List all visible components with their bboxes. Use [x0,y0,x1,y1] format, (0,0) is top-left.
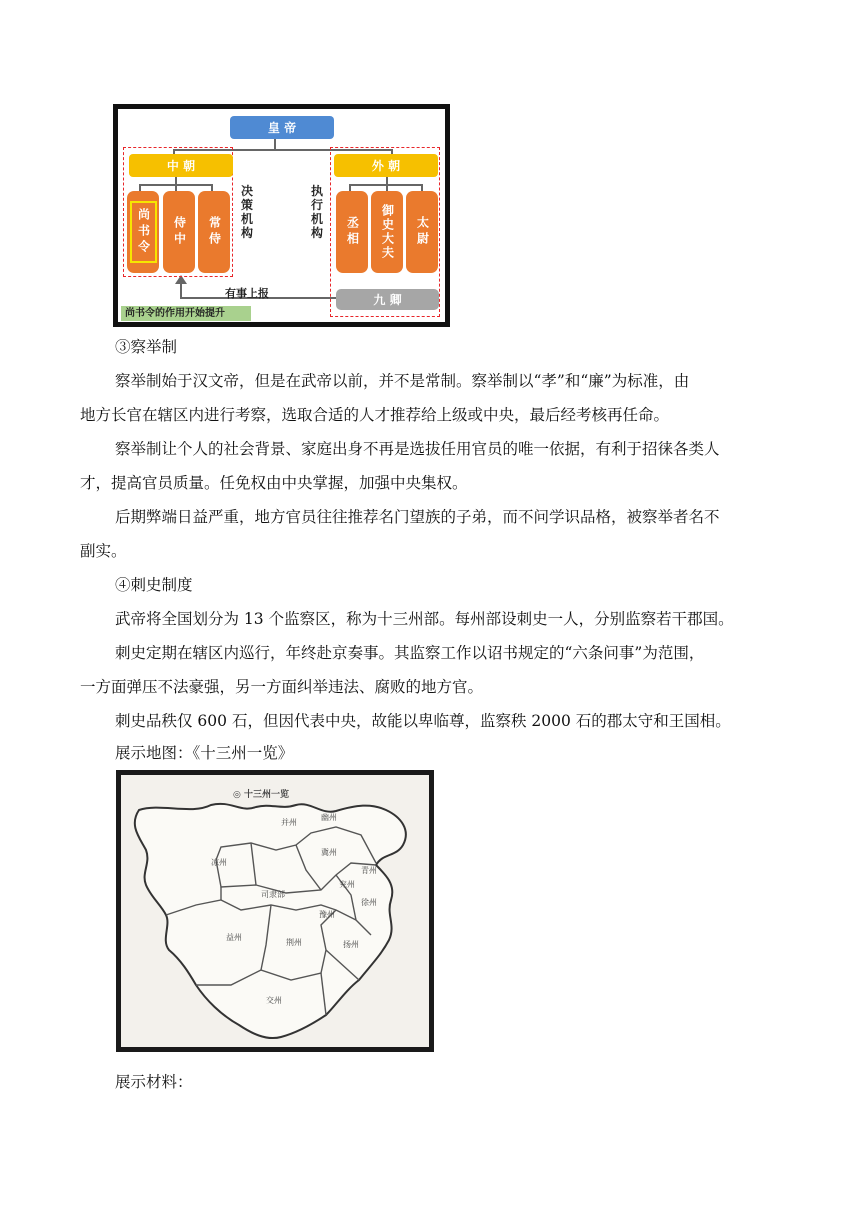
map-caption: 展示地图：《十三州一览》 [115,744,294,762]
paragraph-line: 后期弊端日益严重，地方官员往往推荐名门望族的子弟，而不问学识品格，被察举者名不 [115,508,720,526]
emperor-box: 皇 帝 [230,116,334,139]
decision-body-label: 决策机构 [240,184,253,240]
heading-cishi: ④刺史制度 [115,576,193,594]
shangshuling-box [127,191,159,273]
province-label: 司隶部 [261,890,285,899]
shizhong-box: 侍中 [163,191,195,273]
province-label: 幽州 [321,813,337,822]
province-label: 扬州 [343,940,359,949]
inner-court-box: 中 朝 [129,154,233,177]
paragraph-line: 才，提高官员质量。任免权由中央掌握，加强中央集权。 [80,474,468,492]
changshi-box: 常侍 [198,191,230,273]
execution-body-label: 执行机构 [310,184,323,240]
province-label: 豫州 [319,910,335,919]
paragraph-line: 刺史定期在辖区内巡行，年终赴京奏事。其监察工作以诏书规定的“六条问事”为范围， [115,644,705,662]
province-label: 兖州 [339,880,355,889]
paragraph-line: 武帝将全国划分为 13 个监察区，称为十三州部。每州部设刺史一人，分别监察若干郡国。 [115,610,734,628]
map-title: ◎ 十三州一览 [233,790,289,800]
province-label: 益州 [226,933,242,942]
paragraph-line: 地方长官在辖区内进行考察，选取合适的人才推荐给上级或中央，最后经考核再任命。 [80,406,670,424]
taiwei-box: 太尉 [406,191,438,273]
province-label: 荆州 [286,938,302,947]
nine-ministers-box: 九 卿 [336,289,439,310]
yushidafu-box: 御史大夫 [371,191,403,273]
thirteen-provinces-map [116,770,434,1052]
map-graphic [121,775,429,1047]
report-upward-label: 有事上报 [225,287,269,300]
province-label: 冀州 [321,848,337,857]
outer-court-box: 外 朝 [334,154,438,177]
paragraph-line: 副实。 [80,542,127,560]
province-label: 凉州 [211,858,227,867]
court-structure-diagram [113,104,450,327]
province-label: 徐州 [361,898,377,907]
heading-chajuzhi: ③察举制 [115,338,178,356]
paragraph-line: 察举制始于汉文帝，但是在武帝以前，并不是常制。察举制以“孝”和“廉”为标准，由 [115,372,690,390]
shangshuling-label: 尚书令 [130,201,157,263]
paragraph-line: 一方面弹压不法豪强，另一方面纠举违法、腐败的地方官。 [80,678,484,696]
province-label: 并州 [281,818,297,827]
chengxiang-box: 丞相 [336,191,368,273]
material-caption: 展示材料： [115,1073,193,1091]
shangshuling-note: 尚书令的作用开始提升 [121,306,251,321]
paragraph-line: 刺史品秩仅 600 石，但因代表中央，故能以卑临尊，监察秩 2000 石的郡太守和王国相。 [115,712,731,730]
province-label: 青州 [361,866,377,875]
paragraph-line: 察举制让个人的社会背景、家庭出身不再是选拔任用官员的唯一依据，有利于招徕各类人 [115,440,720,458]
province-label: 交州 [266,996,282,1005]
